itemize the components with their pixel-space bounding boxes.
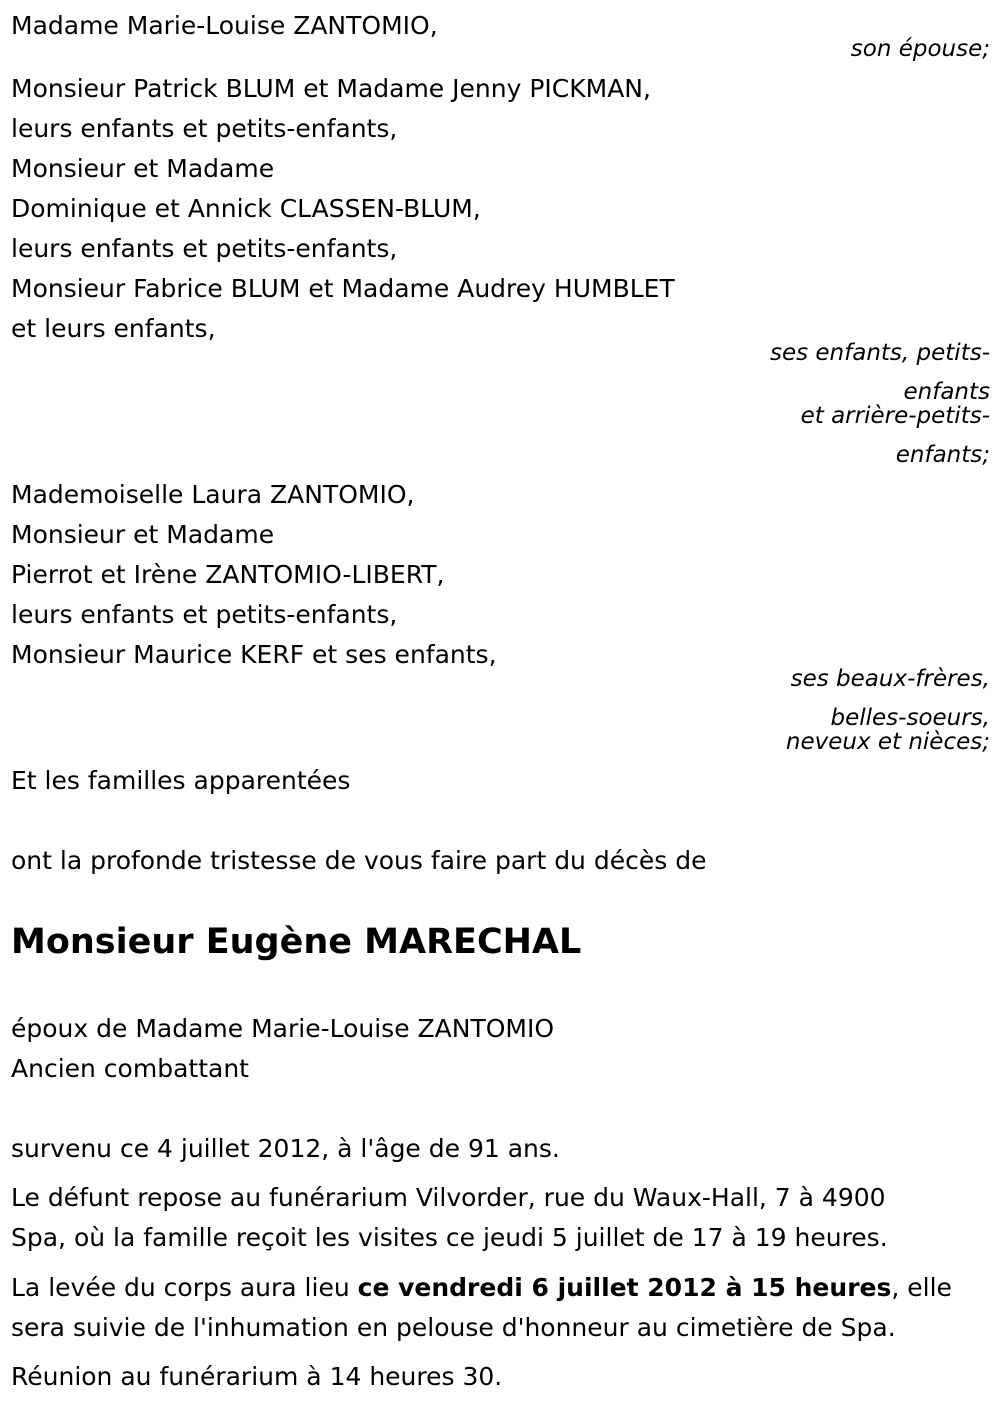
visitation-line: Le défunt repose au funérarium Vilvorder, rue du Waux-Hall, 7 à 4900	[11, 1183, 886, 1212]
children-relation-line: enfants	[903, 379, 990, 405]
inlaws-relation-line: belles-soeurs,	[830, 705, 990, 731]
inlaws-line: Mademoiselle Laura ZANTOMIO,	[11, 480, 415, 509]
funeral-line: sera suivie de l'inhumation en pelouse d'honneur au cimetière de Spa.	[11, 1313, 896, 1342]
children-relation-line: enfants;	[895, 442, 990, 468]
children-relation-line: ses enfants, petits-	[769, 340, 990, 366]
deceased-name: Monsieur Eugène MARECHAL	[11, 922, 582, 962]
children-line: Monsieur et Madame	[11, 154, 275, 183]
children-line: Monsieur Patrick BLUM et Madame Jenny PICKMAN,	[11, 74, 651, 103]
families-line: Et les familles apparentées	[11, 766, 351, 795]
children-line: leurs enfants et petits-enfants,	[11, 234, 398, 263]
funeral-suffix: , elle	[891, 1273, 952, 1302]
children-line: Monsieur Fabrice BLUM et Madame Audrey HUMBLET	[11, 274, 675, 303]
inlaws-line: leurs enfants et petits-enfants,	[11, 600, 398, 629]
deceased-detail-line: époux de Madame Marie-Louise ZANTOMIO	[11, 1014, 555, 1043]
meeting-line: Réunion au funérarium à 14 heures 30.	[11, 1362, 503, 1391]
visitation-line: Spa, où la famille reçoit les visites ce jeudi 5 juillet de 17 à 19 heures.	[11, 1223, 888, 1252]
children-line: Dominique et Annick CLASSEN-BLUM,	[11, 194, 481, 223]
spouse-name-line: Madame Marie-Louise ZANTOMIO,	[11, 11, 438, 40]
funeral-prefix: La levée du corps aura lieu	[11, 1273, 358, 1302]
children-line: leurs enfants et petits-enfants,	[11, 114, 398, 143]
inlaws-line: Monsieur Maurice KERF et ses enfants,	[11, 640, 497, 669]
spouse-relation: son épouse;	[850, 36, 990, 62]
inlaws-relation-line: neveux et nièces;	[785, 729, 990, 755]
inlaws-line: Pierrot et Irène ZANTOMIO-LIBERT,	[11, 560, 445, 589]
death-info-line: survenu ce 4 juillet 2012, à l'âge de 91 ans.	[11, 1134, 560, 1163]
announcement-line: ont la profonde tristesse de vous faire part du décès de	[11, 846, 707, 875]
deceased-detail-line: Ancien combattant	[11, 1054, 249, 1083]
children-relation-line: et arrière-petits-	[800, 403, 990, 429]
funeral-line	[11, 1273, 952, 1303]
children-line: et leurs enfants,	[11, 314, 216, 343]
inlaws-relation-line: ses beaux-frères,	[790, 666, 990, 692]
funeral-date-emphasis: ce vendredi 6 juillet 2012 à 15 heures	[357, 1273, 892, 1302]
inlaws-line: Monsieur et Madame	[11, 520, 275, 549]
